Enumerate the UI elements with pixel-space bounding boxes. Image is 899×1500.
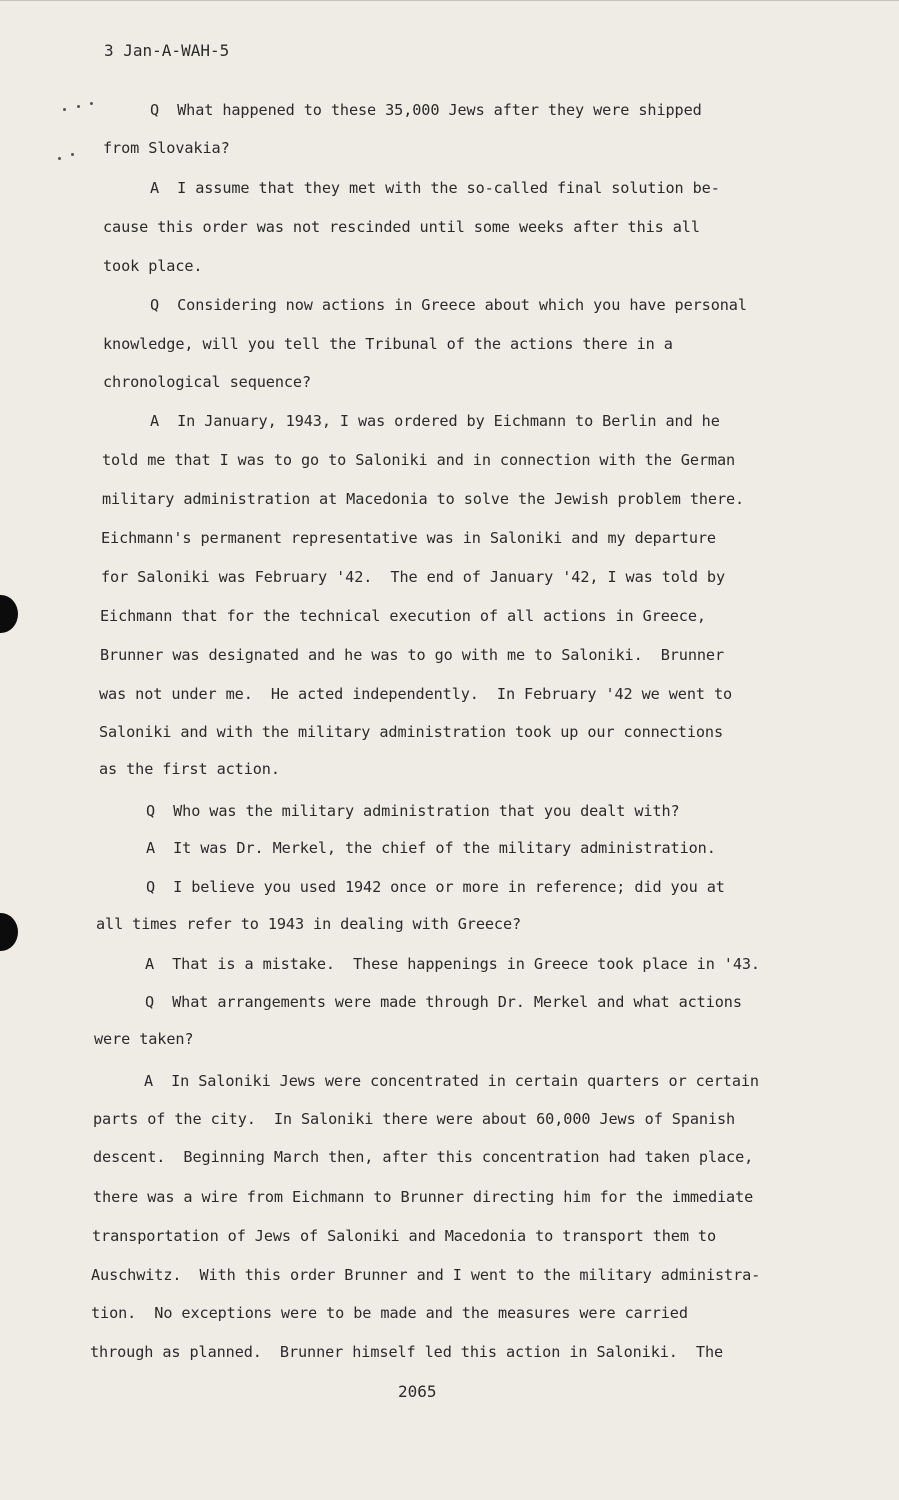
- text-line: through as planned. Brunner himself led this action in Saloniki. The: [90, 1343, 724, 1361]
- text-line: A In January, 1943, I was ordered by Eichmann to Berlin and he: [150, 412, 720, 430]
- text-line: Q I believe you used 1942 once or more in reference; did you at: [146, 878, 725, 896]
- text-line: tion. No exceptions were to be made and the measures were carried: [91, 1304, 688, 1322]
- text-line: Q What happened to these 35,000 Jews after they were shipped: [150, 101, 702, 119]
- text-line: cause this order was not rescinded until some weeks after this all: [103, 218, 700, 236]
- text-line: told me that I was to go to Saloniki and in connection with the German: [102, 451, 736, 469]
- text-line: Eichmann that for the technical execution of all actions in Greece,: [100, 607, 706, 625]
- text-line: were taken?: [94, 1030, 194, 1048]
- text-line: as the first action.: [99, 760, 280, 778]
- text-line: Auschwitz. With this order Brunner and I went to the military administra-: [91, 1266, 761, 1284]
- text-line: A It was Dr. Merkel, the chief of the military administration.: [146, 839, 716, 857]
- text-line: Saloniki and with the military administration took up our connections: [99, 723, 724, 741]
- binder-hole-upper: [0, 595, 18, 633]
- text-line: all times refer to 1943 in dealing with Greece?: [96, 915, 522, 933]
- paper-speck: [77, 105, 80, 108]
- paper-speck: [71, 153, 74, 156]
- text-line: Q Who was the military administration that you dealt with?: [146, 802, 680, 820]
- text-line: Q Considering now actions in Greece about which you have personal: [150, 296, 747, 314]
- text-line: parts of the city. In Saloniki there were about 60,000 Jews of Spanish: [93, 1110, 736, 1128]
- page-header-code: 3 Jan-A-WAH-5: [104, 41, 230, 60]
- text-line: transportation of Jews of Saloniki and Macedonia to transport them to: [92, 1227, 717, 1245]
- page-number: 2065: [398, 1382, 437, 1401]
- binder-hole-lower: [0, 913, 18, 951]
- text-line: descent. Beginning March then, after this concentration had taken place,: [93, 1148, 754, 1166]
- paper-speck: [90, 102, 93, 105]
- text-line: took place.: [103, 257, 203, 275]
- text-line: chronological sequence?: [103, 373, 312, 391]
- text-line: for Saloniki was February '42. The end of January '42, I was told by: [101, 568, 726, 586]
- text-line: Q What arrangements were made through Dr. Merkel and what actions: [145, 993, 742, 1011]
- text-line: was not under me. He acted independently. In February '42 we went to: [99, 685, 733, 703]
- paper-speck: [58, 157, 61, 160]
- text-line: Brunner was designated and he was to go with me to Saloniki. Brunner: [100, 646, 725, 664]
- text-line: military administration at Macedonia to solve the Jewish problem there.: [102, 490, 745, 508]
- text-line: A That is a mistake. These happenings in Greece took place in '43.: [145, 955, 760, 973]
- text-line: there was a wire from Eichmann to Brunner directing him for the immediate: [93, 1188, 754, 1206]
- paper-speck: [63, 108, 66, 111]
- text-line: knowledge, will you tell the Tribunal of the actions there in a: [103, 335, 673, 353]
- text-line: Eichmann's permanent representative was in Saloniki and my departure: [101, 529, 716, 547]
- text-line: A I assume that they met with the so-called final solution be-: [150, 179, 720, 197]
- text-line: A In Saloniki Jews were concentrated in certain quarters or certain: [144, 1072, 759, 1090]
- text-line: from Slovakia?: [103, 139, 230, 157]
